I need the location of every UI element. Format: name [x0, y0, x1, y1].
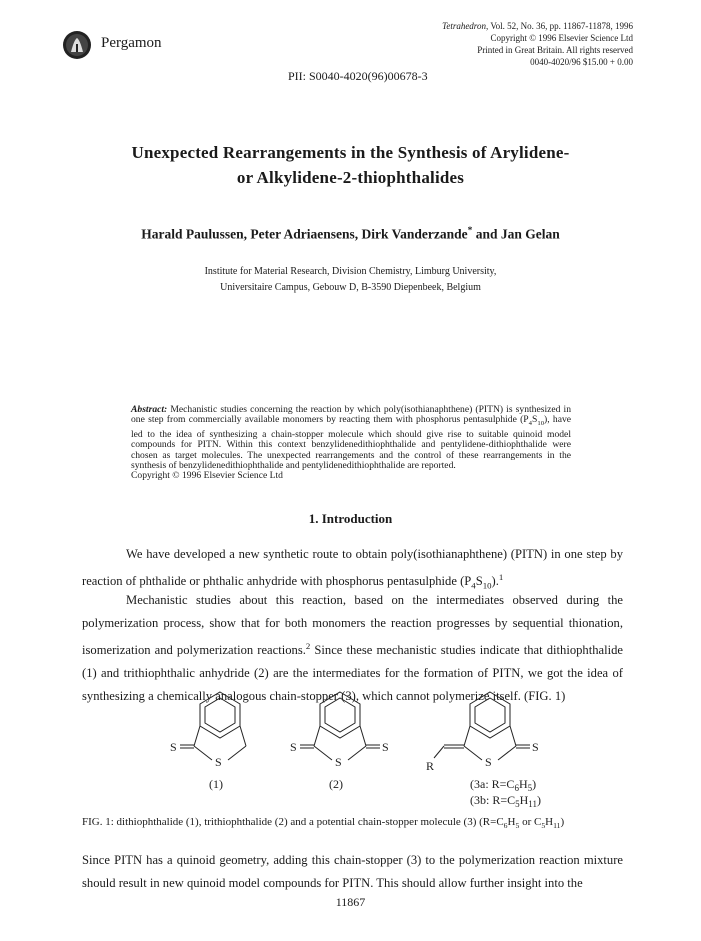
- structure-2-ring-sulfur: S: [335, 755, 342, 769]
- abstract-label: Abstract:: [131, 404, 168, 415]
- para1-sub-2: 10: [482, 580, 492, 591]
- abstract-sub-4: 4: [528, 420, 532, 428]
- reference-mark-1[interactable]: 1: [498, 572, 504, 582]
- figure-1-caption: [82, 816, 623, 830]
- title-line-1: Unexpected Rearrangements in the Synthesis of Arylidene-: [131, 143, 570, 162]
- caption-sub-3: 5: [541, 821, 546, 831]
- journal-name: Tetrahedron,: [442, 21, 489, 31]
- publisher-name: Pergamon: [101, 35, 162, 51]
- abstract-text-a: Mechanistic studies concerning the reaction by which poly(isothianaphthene) (PITN) is synthesized in one step from commercially available monomers by reacting them with phosphorus pentasulphide (P: [131, 404, 571, 426]
- para1-text-c: ).: [491, 574, 499, 589]
- caption-sub-2: 5: [515, 821, 520, 831]
- figure-1-structures: [82, 680, 623, 820]
- label-3b-sub-2: 11: [528, 799, 537, 809]
- caption-sub-1: 6: [503, 821, 508, 831]
- caption-text-d: H: [545, 816, 554, 828]
- label-3b-text: (3b: R=C: [470, 793, 516, 807]
- label-3a-sub-1: 6: [514, 783, 519, 793]
- label-3a-h: H: [518, 777, 528, 791]
- caption-text-e: ): [560, 816, 565, 828]
- caption-text-a: FIG. 1: dithiophthalide (1), trithiophthalide (2) and a potential chain-stopper molecule (3) (R=C: [82, 816, 504, 828]
- label-3b-h: H: [519, 793, 529, 807]
- abstract-copyright: Copyright © 1996 Elsevier Science Ltd: [131, 470, 283, 482]
- structure-1-exo-sulfur: S: [170, 740, 177, 754]
- abstract-body: [131, 405, 571, 471]
- structure-2-label: (2): [329, 777, 343, 791]
- label-3a-end: ): [532, 777, 537, 791]
- label-3a-text: (3a: R=C: [470, 777, 515, 791]
- abstract-text-b: S: [531, 414, 538, 426]
- caption-sub-4: 11: [553, 821, 561, 831]
- caption-text-b: H: [507, 816, 516, 828]
- abstract: [131, 405, 571, 482]
- section-heading: 1. Introduction: [308, 511, 393, 526]
- structure-3-ring-sulfur: S: [485, 755, 492, 769]
- journal-citation: [333, 20, 633, 68]
- pii-identifier: PII: S0040-4020(96)00678-3: [288, 69, 428, 83]
- structure-2-trithiophthalide: [300, 692, 380, 760]
- corresponding-author-mark: *: [467, 226, 473, 236]
- authors-part-2: and Jan Gelan: [472, 226, 560, 242]
- structure-3a-label: [470, 777, 536, 793]
- structure-1-ring-sulfur: S: [215, 755, 222, 769]
- affiliation-line-2: Universitaire Campus, Gebouw D, B-3590 Diepenbeek, Belgium: [220, 282, 481, 293]
- para1-sub-1: 4: [471, 580, 476, 591]
- abstract-sub-10: 10: [537, 420, 545, 428]
- structure-1-dithiophthalide: [180, 692, 246, 760]
- title-line-2: or Alkylidene-2-thiophthalides: [236, 168, 465, 187]
- reference-mark-2[interactable]: 2: [305, 641, 311, 651]
- journal-volume: Vol. 52, No. 36, pp. 11867-11878, 1996: [488, 21, 633, 31]
- label-3b-end: ): [536, 793, 541, 807]
- para2-text-b: Since these mechanistic studies indicate that dithiophthalide (1) and trithiophthalic anhydride (2) are the intermediates for the formation of PITN, we got the idea of synthesizing a chemically analogous chain-stopper (3), which cannot polymerize itself. (FIG. 1): [82, 643, 623, 704]
- affiliation-line-1: Institute for Material Research, Division Chemistry, Limburg University,: [204, 266, 497, 277]
- para2-text-a: Mechanistic studies about this reaction, based on the intermediates observed during the polymerization process, show that for both monomers the reaction progresses by sequential thionation, isomerization and polymerization reactions.: [82, 593, 623, 658]
- paragraph-3: Since PITN has a quinoid geometry, adding this chain-stopper (3) to the polymerization reaction mixture should result in new quinoid model compounds for PITN. This should allow further insight into the: [82, 853, 623, 890]
- para1-text-a: We have developed a new synthetic route to obtain poly(isothianaphthene) (PITN) in one step by reaction of phthalide or phthalic anhydride with phosphorus pentasulphide (P: [82, 547, 623, 589]
- label-3a-sub-2: 5: [527, 783, 533, 793]
- structure-2-exo-sulfur-left: S: [290, 740, 297, 754]
- affiliation: [0, 264, 701, 296]
- structure-3-r-group: R: [426, 759, 435, 773]
- caption-text-c: or C: [519, 816, 542, 828]
- issn-price-line: 0040-4020/96 $15.00 + 0.00: [530, 57, 633, 67]
- structure-3-exo-sulfur: S: [532, 740, 539, 754]
- label-3b-sub-1: 5: [515, 799, 520, 809]
- structure-2-exo-sulfur-right: S: [382, 740, 389, 754]
- page-number: 11867: [335, 895, 366, 909]
- structure-1-label: (1): [209, 777, 223, 791]
- paper-title: [0, 140, 701, 190]
- structure-3b-label: [470, 793, 541, 809]
- para1-text-b: S: [475, 574, 483, 589]
- authors-part-1: Harald Paulussen, Peter Adriaensens, Dirk Vanderzande: [141, 226, 468, 242]
- abstract-text-c: ), have led to the idea of synthesizing a chain-stopper molecule which should give rise to suitable quinoid model compounds for PITN. Within this context benzylidenedithiophthalide and pentylidene-dithiophthalide were chosen as target molecules. The unexpected rearrangements and the control of these rearrangements in the synthesis of benzylidenedithiophthalide and pentylidenedithiophthalide are reported.: [131, 414, 572, 471]
- printed-line: Printed in Great Britain. All rights reserved: [477, 45, 633, 55]
- elsevier-logo-icon: [62, 30, 92, 60]
- author-list: [0, 226, 701, 243]
- structure-3-chain-stopper: [434, 692, 530, 760]
- copyright-line: Copyright © 1996 Elsevier Science Ltd: [490, 33, 633, 43]
